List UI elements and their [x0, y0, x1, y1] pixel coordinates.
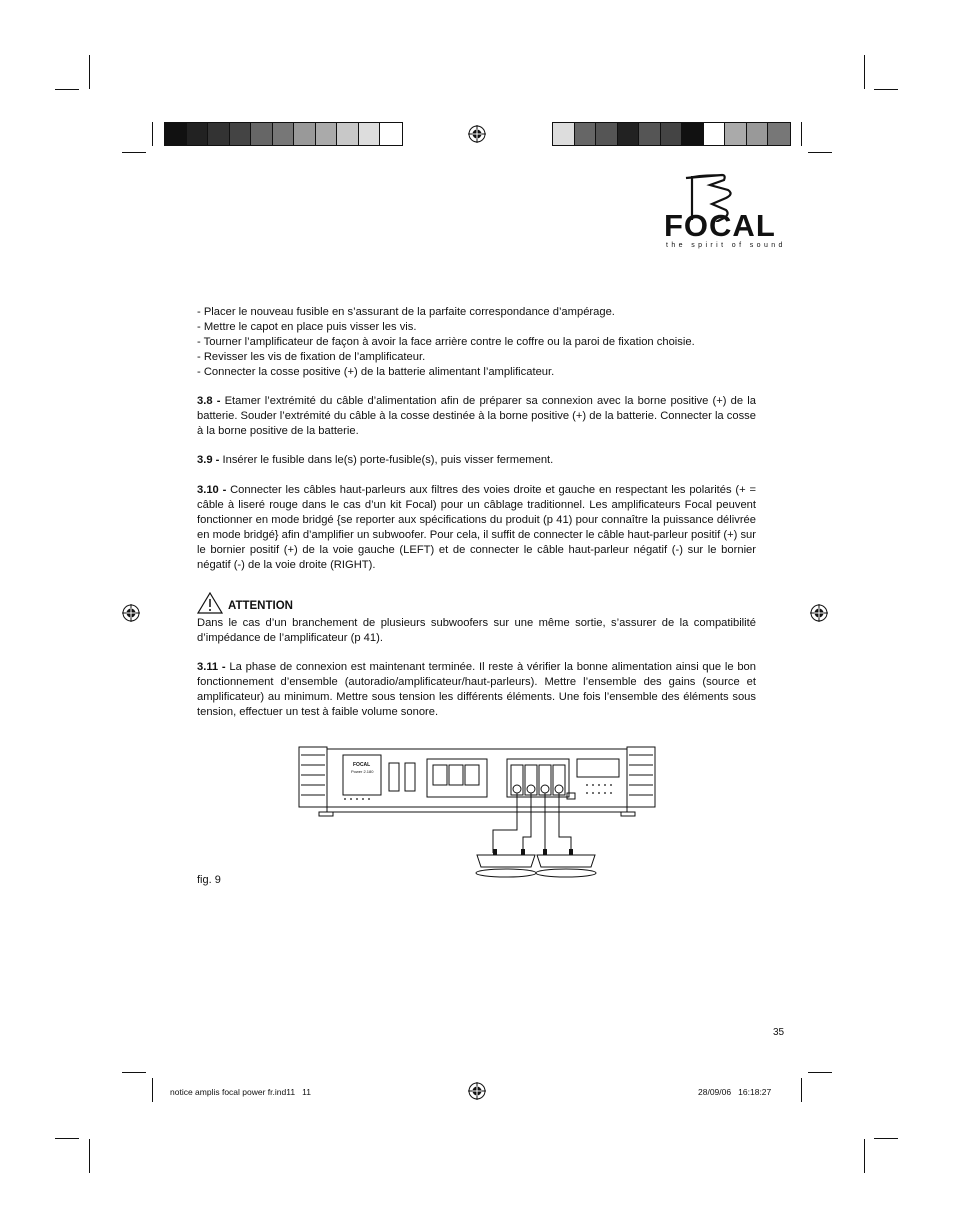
- crop-mark: [152, 1078, 153, 1102]
- color-swatch: [359, 123, 381, 145]
- attention-text: Dans le cas d’un branchement de plusieurs subwoofers sur une même sortie, s’assurer de la compatibilité d’impédance de l’amplificateur (p 41).: [197, 617, 756, 644]
- list-item: - Connecter la cosse positive (+) de la batterie alimentant l’amplificateur.: [197, 366, 555, 378]
- registration-mark-icon: [468, 125, 486, 143]
- section-3-10: [197, 483, 756, 573]
- crop-mark: [801, 122, 802, 146]
- color-swatch: [682, 123, 704, 145]
- crop-mark: [55, 1138, 79, 1139]
- color-swatch: [725, 123, 747, 145]
- crop-mark: [801, 1078, 802, 1102]
- crop-mark: [874, 89, 898, 90]
- section-number: 3.9 -: [197, 454, 220, 466]
- registration-mark-icon: [468, 1082, 486, 1100]
- footer-datetime: 28/09/06 16:18:27: [698, 1087, 772, 1097]
- color-swatch: [704, 123, 726, 145]
- figure-caption: fig. 9: [197, 874, 221, 886]
- crop-mark: [89, 55, 90, 89]
- registration-mark-icon: [122, 604, 140, 622]
- brand-logo: [664, 172, 786, 252]
- color-swatch: [208, 123, 230, 145]
- list-item: - Placer le nouveau fusible en s’assurant de la parfaite correspondance d’ampérage.: [197, 306, 615, 318]
- color-swatch: [187, 123, 209, 145]
- color-swatch: [316, 123, 338, 145]
- color-swatch: [618, 123, 640, 145]
- amp-brand-label: FOCAL: [353, 762, 371, 768]
- crop-mark: [122, 1072, 146, 1073]
- amp-model-label: Power 2.180: [351, 769, 374, 774]
- crop-mark: [864, 1139, 865, 1173]
- section-text: Etamer l’extrémité du câble d’alimentation afin de préparer sa connexion avec la borne positive (+) de la batterie. Souder l’extrémité du câble à la cosse destinée à la borne positive (+) de la batterie. Connecter la cosse à la borne positive de la batterie.: [197, 395, 756, 437]
- section-3-9: [197, 453, 756, 468]
- color-swatch: [273, 123, 295, 145]
- color-swatch: [165, 123, 187, 145]
- section-number: 3.8 -: [197, 395, 221, 407]
- crop-mark: [55, 89, 79, 90]
- color-swatch: [639, 123, 661, 145]
- brand-slogan: the spirit of sound: [666, 242, 786, 249]
- color-calibration-bar-right: [552, 122, 791, 146]
- crop-mark: [874, 1138, 898, 1139]
- amplifier-wiring-diagram: [297, 745, 657, 885]
- footer-filename: notice amplis focal power fr.ind11 11: [170, 1087, 311, 1097]
- crop-mark: [864, 55, 865, 89]
- color-swatch: [251, 123, 273, 145]
- crop-mark: [89, 1139, 90, 1173]
- section-number: 3.10 -: [197, 484, 227, 496]
- color-swatch: [575, 123, 597, 145]
- color-swatch: [768, 123, 790, 145]
- brand-name: FOCAL: [664, 208, 776, 243]
- color-swatch: [661, 123, 683, 145]
- list-item: - Mettre le capot en place puis visser les vis.: [197, 321, 417, 333]
- color-swatch: [380, 123, 402, 145]
- color-swatch: [553, 123, 575, 145]
- warning-triangle-icon: [197, 592, 223, 614]
- color-swatch: [747, 123, 769, 145]
- color-swatch: [596, 123, 618, 145]
- section-number: 3.11 -: [197, 661, 226, 673]
- color-calibration-bar-left: [164, 122, 403, 146]
- color-swatch: [294, 123, 316, 145]
- crop-mark: [808, 152, 832, 153]
- section-text: Connecter les câbles haut-parleurs aux filtres des voies droite et gauche en respectant les polarités (+ = câble à liseré rouge dans le cas d’un kit Focal) pour un câblage traditionnel. Les amplificateurs Focal peuvent fonctionner en mode bridgé {se reporter aux spécifications du produit (p 41) pour connaître la puissance délivrée en mode bridgé} afin d’amplifier un subwoofer. Pour cela, il suffit de connecter le câble haut-parleur positif (+) sur le bornier positif (+) de la voie gauche (LEFT) et de connecter le câble haut-parleur négatif (-) sur le bornier négatif (-) de la voie droite (RIGHT).: [197, 484, 756, 571]
- attention-heading: ATTENTION: [228, 600, 293, 612]
- crop-mark: [152, 122, 153, 146]
- crop-mark: [122, 152, 146, 153]
- registration-mark-icon: [810, 604, 828, 622]
- color-swatch: [337, 123, 359, 145]
- crop-mark: [808, 1072, 832, 1073]
- color-swatch: [230, 123, 252, 145]
- section-text: Insérer le fusible dans le(s) porte-fusible(s), puis visser fermement.: [219, 454, 554, 466]
- section-text: La phase de connexion est maintenant terminée. Il reste à vérifier la bonne alimentation ainsi que le bon fonctionnement d’ensemble (autoradio/amplificateur/haut-parleurs). Mettre l’ensemble des gains (source et amplificateur) au minimum. Mettre sous tension les différents éléments. Une fois l’ensemble des éléments sous tension, effectuer un test à faible volume sonore.: [197, 661, 756, 718]
- section-3-8: [197, 394, 756, 439]
- page-number: 35: [773, 1027, 785, 1038]
- list-item: - Tourner l’amplificateur de façon à avoir la face arrière contre le coffre ou la paroi de fixation choisie.: [197, 336, 695, 348]
- section-3-11: [197, 660, 756, 720]
- list-item: - Revisser les vis de fixation de l’amplificateur.: [197, 351, 426, 363]
- instruction-list: [197, 305, 756, 380]
